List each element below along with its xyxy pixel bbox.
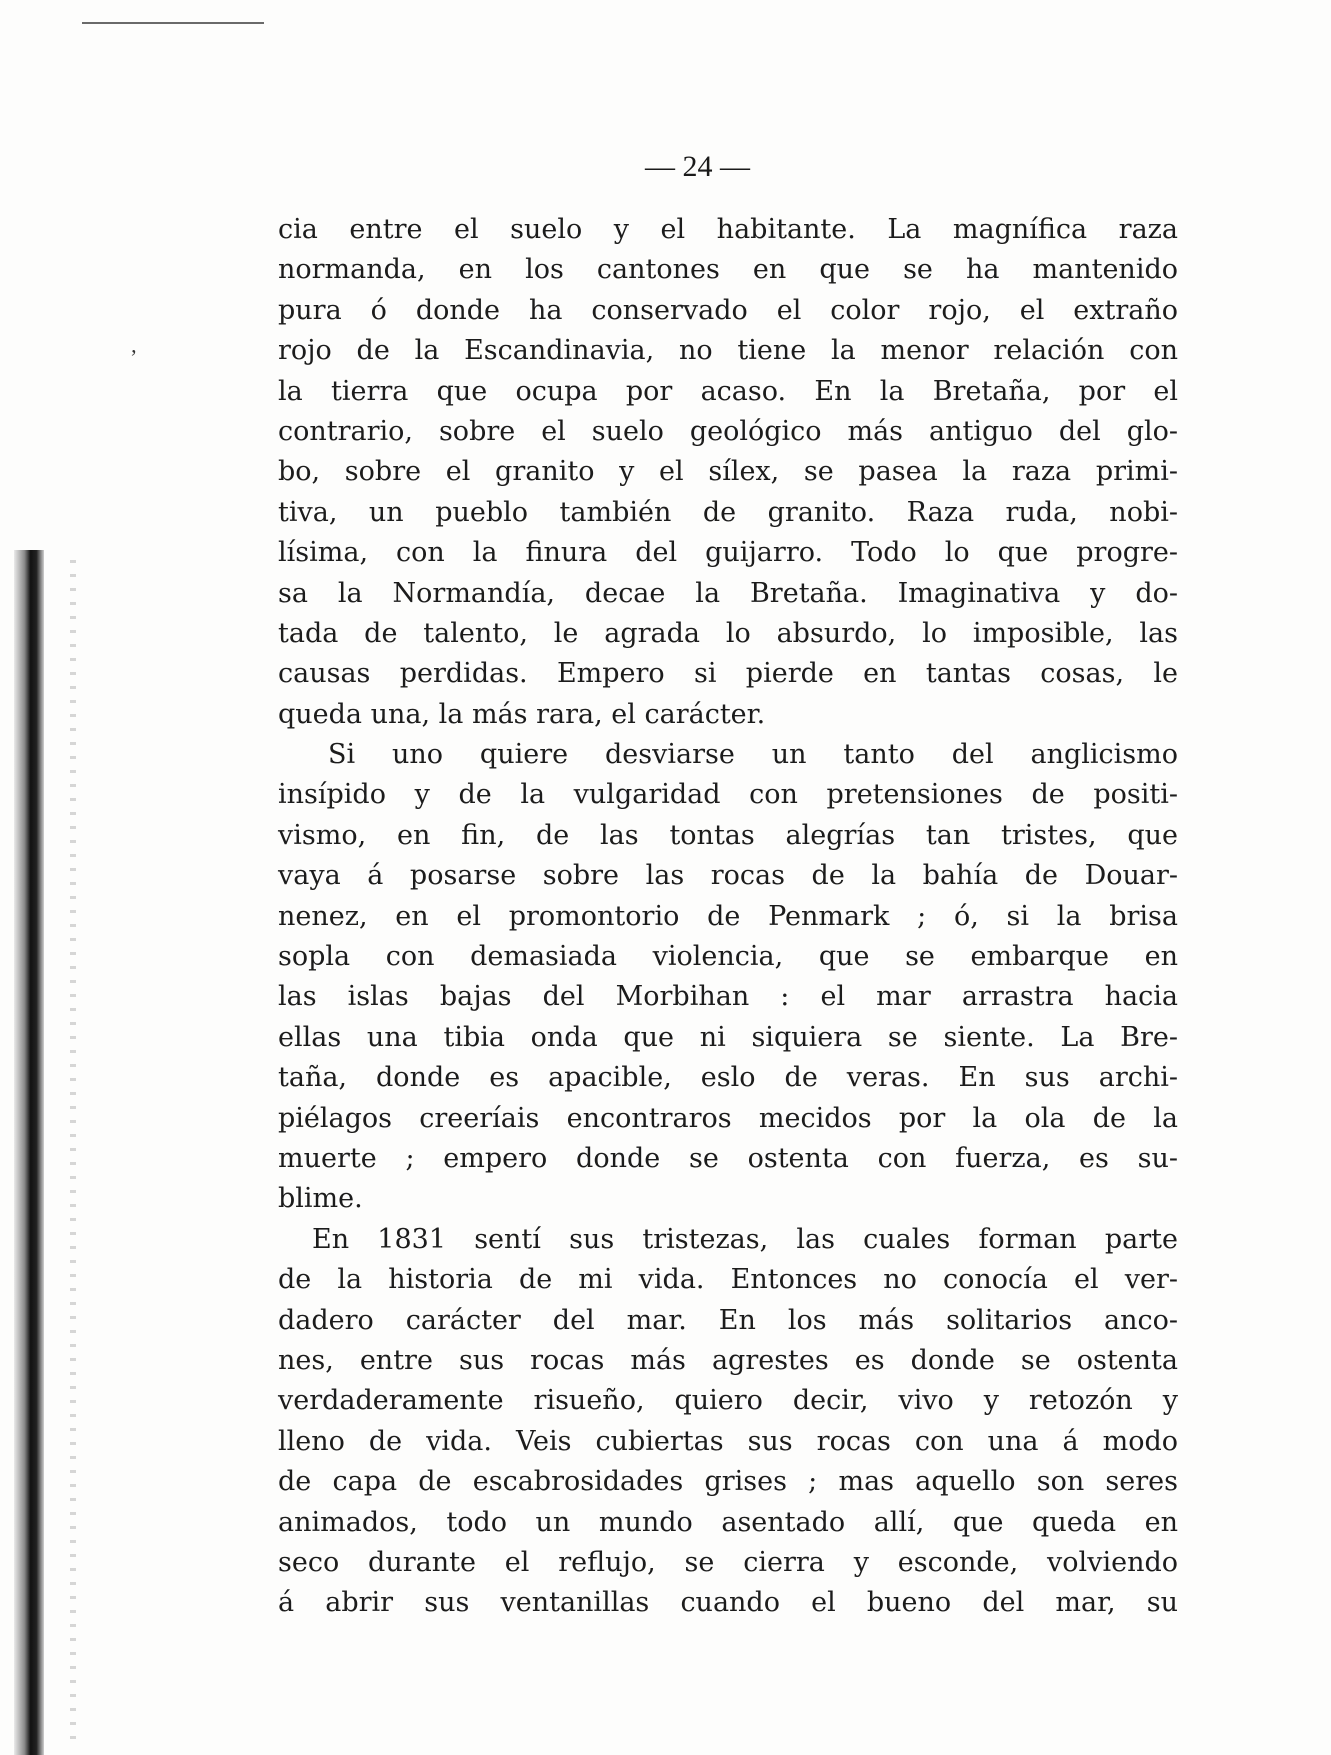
text-line: lísima, con la finura del guijarro. Todo lo que progre- [278, 537, 1178, 569]
text-line: contrario, sobre el suelo geológico más antiguo del glo- [278, 415, 1178, 447]
text-line: piélagos creeríais encontraros mecidos por la ola de la [278, 1102, 1178, 1134]
text-line: queda una, la más rara, el carácter. [278, 698, 766, 730]
text-line: la tierra que ocupa por acaso. En la Bretaña, por el [278, 375, 1178, 407]
binding-shadow [14, 550, 44, 1755]
text-line: bo, sobre el granito y el sílex, se pasea la raza primi- [278, 456, 1178, 488]
text-line: cia entre el suelo y el habitante. La magnífica raza [278, 214, 1178, 245]
text-line: tiva, un pueblo también de granito. Raza ruda, nobi- [278, 496, 1178, 528]
body-text [278, 210, 1178, 1624]
text-line: Si uno quiere desviarse un tanto del anglicismo [328, 739, 1178, 771]
text-line: nes, entre sus rocas más agrestes es donde se ostenta [278, 1344, 1178, 1376]
ink-speck: ʼ [130, 345, 138, 370]
text-line: dadero carácter del mar. En los más solitarios anco- [278, 1304, 1178, 1336]
binding-speckles [70, 560, 76, 1750]
text-line: causas perdidas. Empero si pierde en tantas cosas, le [278, 658, 1178, 690]
text-line: seco durante el reflujo, se cierra y esconde, volviendo [278, 1546, 1178, 1578]
text-line: normanda, en los cantones en que se ha mantenido [278, 254, 1178, 286]
text-line: nenez, en el promontorio de Penmark ; ó, si la brisa [278, 900, 1178, 932]
text-line: taña, donde es apacible, eslo de veras. En sus archi- [278, 1062, 1178, 1094]
page-number: — 24 — [645, 150, 750, 183]
text-line: rojo de la Escandinavia, no tiene la menor relación con [278, 335, 1178, 367]
text-line: lleno de vida. Veis cubiertas sus rocas con una á modo [278, 1425, 1178, 1457]
text-line: En 1831 sentí sus tristezas, las cuales forman parte [312, 1223, 1178, 1255]
text-line: sa la Normandía, decae la Bretaña. Imaginativa y do- [278, 577, 1178, 609]
text-line: animados, todo un mundo asentado allí, que queda en [278, 1506, 1178, 1538]
text-line: de la historia de mi vida. Entonces no conocía el ver- [278, 1264, 1178, 1296]
text-line: tada de talento, le agrada lo absurdo, lo imposible, las [278, 617, 1178, 649]
text-line: verdaderamente risueño, quiero decir, vivo y retozón y [278, 1385, 1178, 1417]
text-line: vismo, en fin, de las tontas alegrías tan tristes, que [278, 819, 1178, 851]
top-rule [82, 22, 264, 24]
text-line: muerte ; empero donde se ostenta con fuerza, es su- [278, 1142, 1178, 1174]
text-line: las islas bajas del Morbihan : el mar arrastra hacia [278, 981, 1178, 1013]
text-line: ellas una tibia onda que ni siquiera se siente. La Bre- [278, 1021, 1178, 1053]
text-line: vaya á posarse sobre las rocas de la bahía de Douar- [278, 860, 1178, 892]
text-line: de capa de escabrosidades grises ; mas aquello son seres [278, 1466, 1178, 1498]
text-line: pura ó donde ha conservado el color rojo, el extraño [278, 294, 1178, 326]
text-line: insípido y de la vulgaridad con pretensiones de positi- [278, 779, 1178, 811]
text-line: blime. [278, 1183, 363, 1215]
text-line: sopla con demasiada violencia, que se embarque en [278, 941, 1178, 973]
text-line: á abrir sus ventanillas cuando el bueno del mar, su [278, 1587, 1178, 1619]
